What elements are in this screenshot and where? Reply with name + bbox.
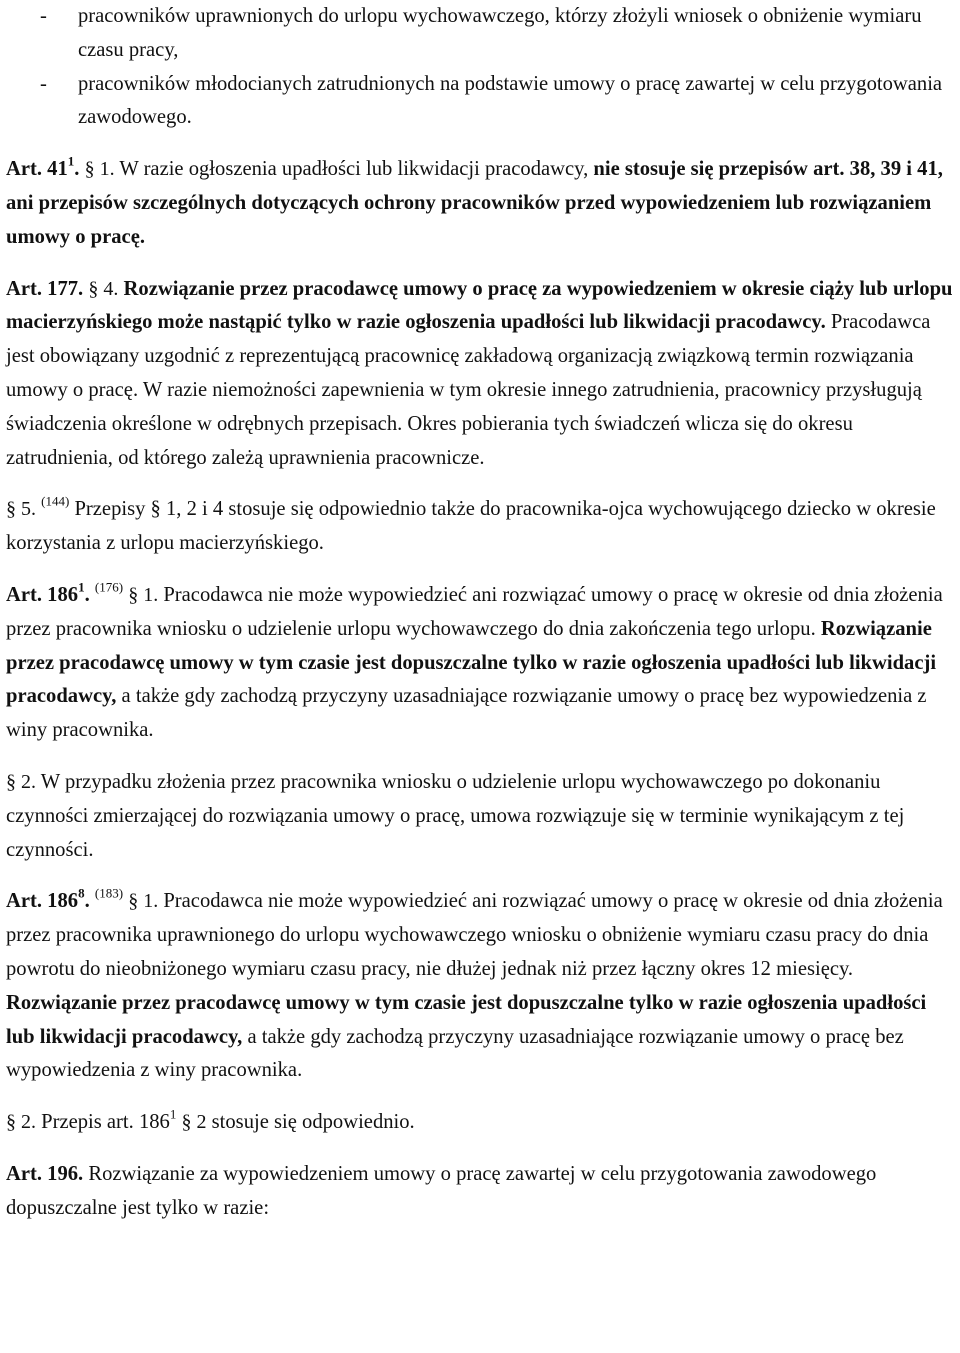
article-186-1-par-2: § 2. W przypadku złożenia przez pracownika wniosku o udzielenie urlopu wychowawczego po dokonaniu czynności zmierzającej do rozwiązania umowy o pracę, umowa rozwiązuje się w terminie wynikającym z tej czynności.	[6, 770, 905, 861]
list-item: - pracowników młodocianych zatrudnionych na podstawie umowy o pracę zawartej w celu przygotowania zawodowego.	[6, 68, 954, 136]
article-186-8: Art. $186^8$. $^{(183)}$ § 1. Pracodawca nie może wypowiedzieć ani rozwiązać umowy o pracę w okresie od dnia złożenia przez pracownika uprawnionego do urlopu wychowawczego wniosku o obniżenie wymiaru czasu pracy do dnia powrotu do nieobniżonego wymiaru czasu pracy, nie dłużej jednak niż przez łączny okres 12 miesięcy. Rozwiązanie przez pracodawcę umowy w tym czasie jest dopuszczalne tylko w razie ogłoszenia upadłości lub likwidacji pracodawcy, a także gdy zachodzą przyczyny uzasadniające rozwiązanie umowy o pracę bez wypowiedzenia z winy pracownika.	[6, 885, 943, 1082]
list-dash: -	[40, 72, 47, 95]
article-186-8-par-2: § 2. Przepis art. $186^1$ § 2 stosuje się odpowiednio.	[6, 1106, 415, 1134]
article-label: Art. 177.	[6, 277, 84, 300]
article-177-par-5: § 5. $^{(144)}$ Przepisy § 1, 2 i 4 stosuje się odpowiednio także do pracownika-ojca wychowującego dziecko w okresie korzystania z urlopu macierzyńskiego.	[6, 493, 936, 555]
paragraph-number: § 1.	[128, 583, 159, 606]
list-item: - pracowników uprawnionych do urlopu wychowawczego, którzy złożyli wniosek o obniżenie wymiaru czasu pracy,	[6, 0, 954, 68]
article-177: Art. 177. § 4. Rozwiązanie przez pracodawcę umowy o pracę za wypowiedzeniem w okresie ciąży lub urlopu macierzyńskiego może nastąpić tylko w razie ogłoszenia upadłości lub likwidacji pracodawcy. Pracodawca jest obowiązany uzgodnić z reprezentującą pracownicę zakładową organizacją związkową termin rozwiązania umowy o pracę. W razie niemożności zapewnienia w tym okresie innego zatrudnienia, pracownicy przysługują świadczenia określone w odrębnych przepisach. Okres pobierania tych świadczeń wlicza się do okresu zatrudnienia, od którego zależą uprawnienia pracownicze.	[6, 277, 953, 469]
paragraph-number: § 1.	[128, 890, 159, 913]
article-label: Art. $186^1$.	[6, 579, 90, 606]
paragraph-number: § 4.	[88, 277, 119, 300]
article-41: Art. $41^1$. § 1. W razie ogłoszenia upadłości lub likwidacji pracodawcy, nie stosuje się przepisów art. 38, 39 i 41, ani przepisów szczególnych dotyczących ochrony pracowników przed wypowiedzeniem lub rozwiązaniem umowy o pracę.	[6, 153, 943, 248]
article-label: Art. $41^1$.	[6, 153, 80, 181]
footnote-ref: (144)	[41, 493, 70, 509]
article-label: Art. $186^8$.	[6, 885, 90, 913]
paragraph-number: § 2.	[6, 770, 36, 793]
paragraph-number: § 2	[181, 1111, 207, 1134]
paragraph-number: § 2.	[6, 1111, 36, 1134]
list-dash: -	[40, 5, 47, 27]
paragraph-number: § 1.	[84, 158, 115, 181]
footnote-ref: (183)	[94, 885, 124, 901]
paragraph-number: § 5.	[6, 498, 36, 521]
article-196: Art. 196. Rozwiązanie za wypowiedzeniem umowy o pracę zawartej w celu przygotowania zawodowego dopuszczalne jest tylko w razie:	[6, 1162, 877, 1219]
footnote-ref: (176)	[94, 579, 124, 595]
article-186-1: Art. $186^1$. $^{(176)}$ § 1. Pracodawca nie może wypowiedzieć ani rozwiązać umowy o pracę w okresie od dnia złożenia przez pracownika wniosku o udzielenie urlopu wychowawczego do dnia zakończenia tego urlopu. Rozwiązanie przez pracodawcę umowy w tym czasie jest dopuszczalne tylko w razie ogłoszenia upadłości lub likwidacji pracodawcy, a także gdy zachodzą przyczyny uzasadniające rozwiązanie umowy o pracę bez wypowiedzenia z winy pracownika.	[6, 579, 943, 742]
article-label: Art. 196.	[6, 1162, 84, 1185]
